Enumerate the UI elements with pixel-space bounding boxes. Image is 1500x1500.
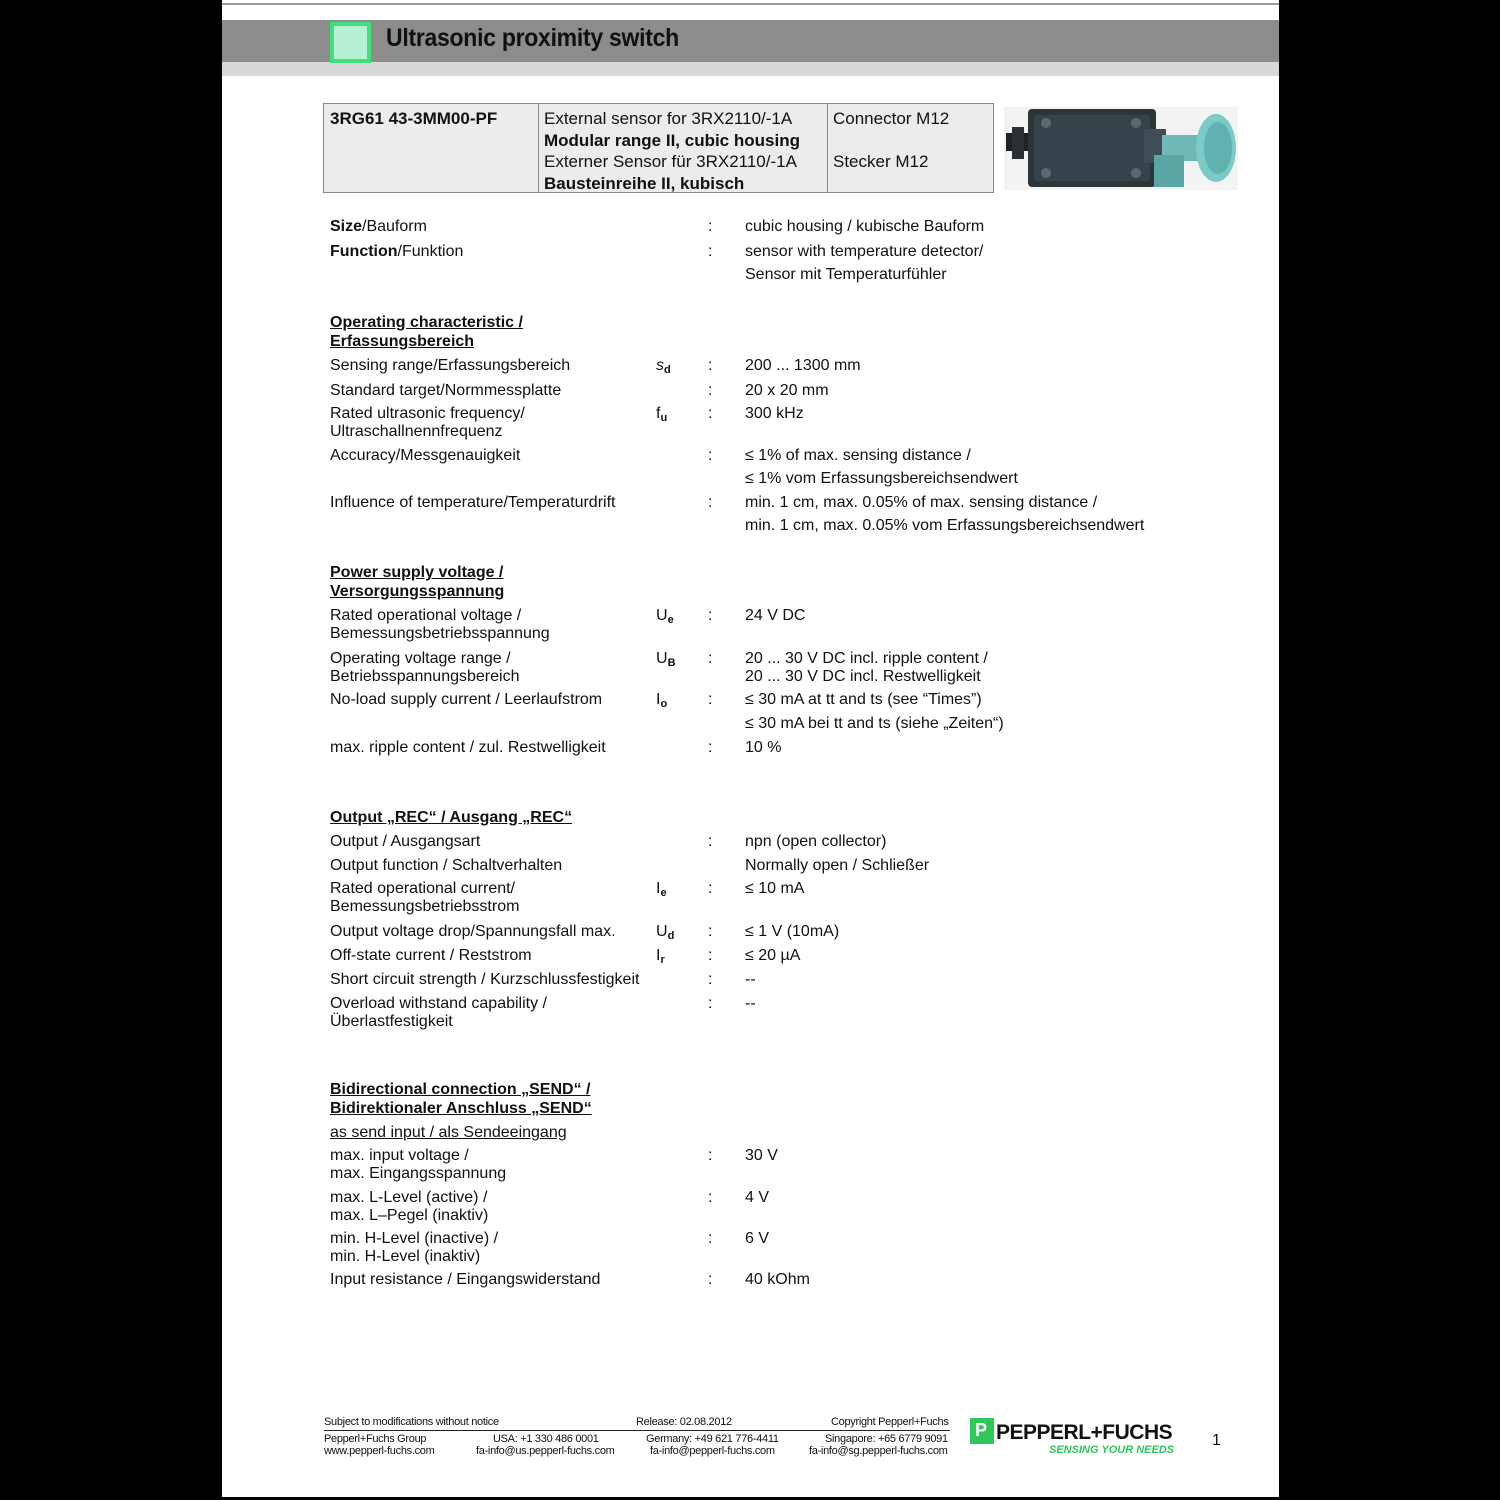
colon: : [708, 833, 713, 850]
section-title-output: Output „REC“ / Ausgang „REC“ [330, 809, 573, 826]
spec-value: npn (open collector) [745, 833, 887, 850]
description-de: Externer Sensor für 3RX2110/-1A [544, 152, 797, 171]
section-title-operating-de: Erfassungsbereich [330, 333, 475, 350]
spec-label: Overload withstand capability / [330, 995, 547, 1012]
colon: : [708, 650, 713, 667]
logo-glyph: P [975, 1420, 988, 1440]
colon: : [708, 971, 713, 988]
footer-copyright: Copyright Pepperl+Fuchs [831, 1416, 949, 1428]
function-label: Function/Funktion [330, 243, 464, 260]
spec-label-de: Bemessungsbetriebsspannung [330, 625, 550, 642]
spec-label: min. H-Level (inactive) / [330, 1230, 499, 1247]
function-value-de: Sensor mit Temperaturfühler [745, 266, 947, 283]
pepperl-fuchs-logo-icon [970, 1418, 994, 1444]
colon: : [708, 1189, 713, 1206]
spec-value: -- [745, 995, 756, 1012]
spec-label: Rated operational voltage / [330, 607, 522, 624]
spec-label: Output function / Schaltverhalten [330, 857, 563, 874]
spec-value: 6 V [745, 1230, 770, 1247]
colon: : [708, 1271, 713, 1288]
size-value: cubic housing / kubische Bauform [745, 218, 985, 235]
colon: : [708, 243, 713, 260]
footer-website[interactable]: www.pepperl-fuchs.com [324, 1445, 435, 1457]
colon: : [708, 995, 713, 1012]
product-id-table [323, 103, 994, 193]
category-marker-icon [330, 22, 371, 63]
spec-symbol: $U_d$ [656, 923, 675, 942]
colon: : [708, 357, 713, 374]
spec-value: 20 ... 30 V DC incl. ripple content / [745, 650, 988, 667]
spec-label: Output voltage drop/Spannungsfall max. [330, 923, 616, 940]
page-number: 1 [1212, 1432, 1221, 1449]
connector-de: Stecker M12 [833, 152, 929, 171]
spec-value: Normally open / Schließer [745, 857, 930, 874]
footer-release: Release: 02.08.2012 [636, 1416, 732, 1428]
spec-value: 20 x 20 mm [745, 382, 829, 399]
spec-value: ≤ 20 µA [745, 947, 801, 964]
connector-en: Connector M12 [833, 109, 950, 128]
spec-label: Accuracy/Messgenauigkeit [330, 447, 521, 464]
spec-symbol: $f_u$ [656, 405, 668, 424]
spec-label: max. input voltage / [330, 1147, 469, 1164]
spec-label-de: max. L–Pegel (inaktiv) [330, 1207, 489, 1224]
connector-cell [827, 104, 993, 192]
colon: : [708, 923, 713, 940]
spec-value: ≤ 30 mA at tt and ts (see “Times”) [745, 691, 982, 708]
spec-value: ≤ 1 V (10mA) [745, 923, 840, 940]
colon: : [708, 947, 713, 964]
spec-value: ≤ 1% of max. sensing distance / [745, 447, 971, 464]
spec-symbol: $U_B$ [656, 650, 676, 669]
colon: : [708, 1147, 713, 1164]
top-rule [222, 3, 1279, 5]
spec-value-de: ≤ 30 mA bei tt and ts (siehe „Zeiten“) [745, 715, 1004, 732]
footer-germany-phone: Germany: +49 621 776-4411 [646, 1433, 779, 1445]
footer-group: Pepperl+Fuchs Group [324, 1433, 427, 1445]
spec-symbol: $I_o$ [656, 691, 668, 710]
spec-value-de: 20 ... 30 V DC incl. Restwelligkeit [745, 668, 981, 685]
colon: : [708, 218, 713, 235]
page-title: Ultrasonic proximity switch [386, 24, 679, 52]
spec-label: Rated operational current/ [330, 880, 515, 897]
spec-symbol: $I_r$ [656, 947, 665, 966]
spec-value-de: ≤ 1% vom Erfassungsbereichsendwert [745, 470, 1018, 487]
description-en: External sensor for 3RX2110/-1A [544, 109, 793, 128]
footer-singapore-email[interactable]: fa-info@sg.pepperl-fuchs.com [809, 1445, 948, 1457]
spec-value: 40 kOhm [745, 1271, 810, 1288]
range-en: Modular range II, cubic housing [544, 131, 800, 150]
section-title-bidirectional: Bidirectional connection „SEND“ / [330, 1081, 591, 1098]
spec-value: 300 kHz [745, 405, 804, 422]
subsection-title: as send input / als Sendeeingang [330, 1124, 567, 1141]
part-number: 3RG61 43-3MM00-PF [330, 109, 498, 128]
colon: : [708, 880, 713, 897]
spec-value: ≤ 10 mA [745, 880, 805, 897]
spec-label: Operating voltage range / [330, 650, 511, 667]
section-title-power: Power supply voltage / [330, 564, 504, 581]
spec-symbol: $s_d$ [656, 357, 671, 376]
logo-tagline: SENSING YOUR NEEDS [1049, 1444, 1175, 1456]
colon: : [708, 691, 713, 708]
size-label: Size/Bauform [330, 218, 427, 235]
spec-symbol: $U_e$ [656, 607, 674, 626]
colon: : [708, 607, 713, 624]
spec-label-de: max. Eingangsspannung [330, 1165, 507, 1182]
spec-label: max. L-Level (active) / [330, 1189, 488, 1206]
spec-label: Sensing range/Erfassungsbereich [330, 357, 571, 374]
colon: : [708, 1230, 713, 1247]
spec-label: Influence of temperature/Temperaturdrift [330, 494, 616, 511]
spec-label-de: min. H-Level (inaktiv) [330, 1248, 481, 1265]
spec-value-de: min. 1 cm, max. 0.05% vom Erfassungsbereichsendwert [745, 517, 1145, 534]
spec-value: 4 V [745, 1189, 770, 1206]
header-band [222, 20, 1279, 62]
colon: : [708, 447, 713, 464]
footer-notice: Subject to modifications without notice [324, 1416, 499, 1428]
colon: : [708, 739, 713, 756]
description-cell [538, 104, 828, 192]
spec-label-de: Überlastfestigkeit [330, 1013, 453, 1030]
spec-label: No-load supply current / Leerlaufstrom [330, 691, 603, 708]
logo-name: PEPPERL+FUCHS [996, 1421, 1173, 1444]
spec-symbol: $I_e$ [656, 880, 667, 899]
function-value: sensor with temperature detector/ [745, 243, 984, 260]
spec-value: 200 ... 1300 mm [745, 357, 861, 374]
sensor-photo [1004, 107, 1238, 190]
section-title-power-de: Versorgungsspannung [330, 583, 505, 600]
spec-label: Short circuit strength / Kurzschlussfestigkeit [330, 971, 640, 988]
spec-label: Input resistance / Eingangswiderstand [330, 1271, 601, 1288]
colon: : [708, 494, 713, 511]
section-title-operating: Operating characteristic / [330, 314, 523, 331]
spec-value: -- [745, 971, 756, 988]
spec-label: Rated ultrasonic frequency/ [330, 405, 525, 422]
spec-label: Off-state current / Reststrom [330, 947, 532, 964]
spec-label-de: Bemessungsbetriebsstrom [330, 898, 520, 915]
datasheet-page [222, 0, 1279, 1497]
spec-label-de: Betriebsspannungsbereich [330, 668, 520, 685]
range-de: Bausteinreihe II, kubisch [544, 174, 745, 193]
footer-divider [324, 1430, 950, 1431]
spec-label: Output / Ausgangsart [330, 833, 481, 850]
footer-singapore-phone: Singapore: +65 6779 9091 [825, 1433, 948, 1445]
section-title-bidirectional-de: Bidirektionaler Anschluss „SEND“ [330, 1100, 592, 1117]
spec-value: 10 % [745, 739, 782, 756]
part-number-cell [324, 104, 539, 192]
spec-value: 24 V DC [745, 607, 806, 624]
spec-value: 30 V [745, 1147, 778, 1164]
header-band-shadow [222, 62, 1279, 76]
spec-value: min. 1 cm, max. 0.05% of max. sensing distance / [745, 494, 1098, 511]
colon: : [708, 382, 713, 399]
colon: : [708, 405, 713, 422]
footer-germany-email[interactable]: fa-info@pepperl-fuchs.com [650, 1445, 775, 1457]
footer-usa-phone: USA: +1 330 486 0001 [493, 1433, 599, 1445]
footer-usa-email[interactable]: fa-info@us.pepperl-fuchs.com [476, 1445, 615, 1457]
spec-label: max. ripple content / zul. Restwelligkeit [330, 739, 606, 756]
spec-label: Standard target/Normmessplatte [330, 382, 562, 399]
spec-label-de: Ultraschallnennfrequenz [330, 423, 503, 440]
